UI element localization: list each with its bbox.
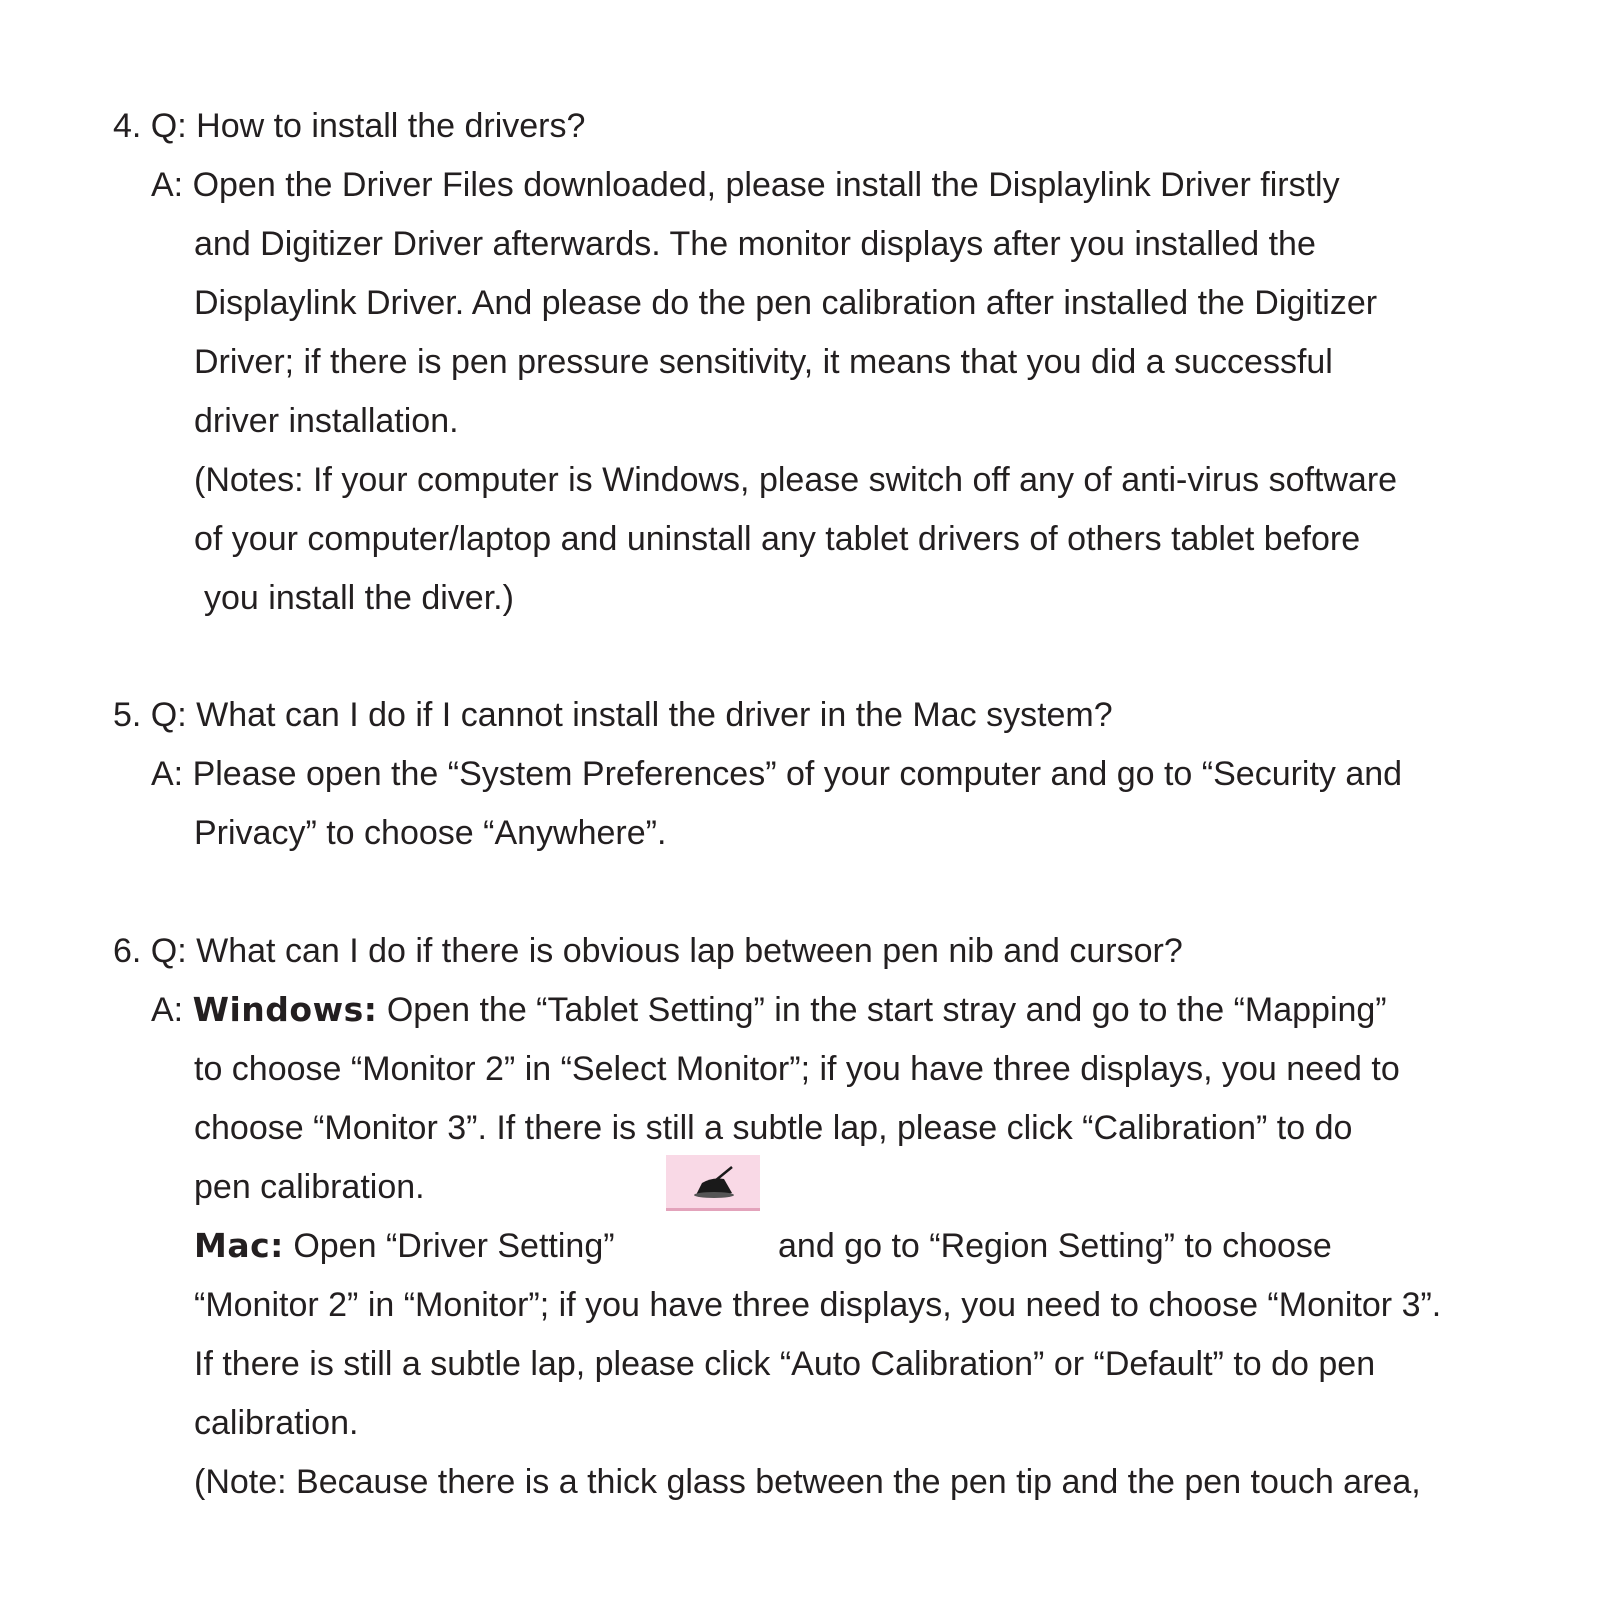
- answer-4-line-5: driver installation.: [194, 402, 459, 440]
- answer-4-note-line-2: of your computer/laptop and uninstall any tablet drivers of others tablet before: [194, 520, 1361, 558]
- answer-prefix: A:: [151, 991, 193, 1029]
- answer-6-mac-line-3: If there is still a subtle lap, please click “Auto Calibration” or “Default” to do pen: [194, 1345, 1376, 1383]
- answer-6-windows-line-1: [151, 990, 1387, 1030]
- answer-6-note-line-1: (Note: Because there is a thick glass between the pen tip and the pen touch area,: [194, 1463, 1421, 1501]
- question-5: 5. Q: What can I do if I cannot install the driver in the Mac system?: [113, 696, 1113, 734]
- mac-text-1b: and go to “Region Setting” to choose: [778, 1227, 1332, 1265]
- mac-label: Mac:: [194, 1226, 284, 1265]
- tablet-driver-icon: [666, 1155, 760, 1211]
- answer-4-note-line-3: you install the diver.): [204, 579, 514, 617]
- pen-tablet-icon: [666, 1155, 760, 1208]
- question-4: 4. Q: How to install the drivers?: [113, 107, 586, 145]
- answer-4-line-3: Displaylink Driver. And please do the pen calibration after installed the Digitizer: [194, 284, 1378, 322]
- answer-6-mac-line-2: “Monitor 2” in “Monitor”; if you have three displays, you need to choose “Monitor 3”.: [194, 1286, 1442, 1324]
- answer-6-windows-line-4: pen calibration.: [194, 1168, 425, 1206]
- answer-5-line-2: Privacy” to choose “Anywhere”.: [194, 814, 667, 852]
- answer-4-note-line-1: (Notes: If your computer is Windows, please switch off any of anti-virus software: [194, 461, 1398, 499]
- answer-5-line-1: A: Please open the “System Preferences” of your computer and go to “Security and: [151, 755, 1403, 793]
- question-6: 6. Q: What can I do if there is obvious lap between pen nib and cursor?: [113, 932, 1183, 970]
- answer-6-windows-line-3: choose “Monitor 3”. If there is still a subtle lap, please click “Calibration” to do: [194, 1109, 1353, 1147]
- answer-6-mac-line-1: [194, 1226, 615, 1266]
- windows-label: Windows:: [192, 990, 378, 1029]
- windows-text-1: Open the “Tablet Setting” in the start stray and go to the “Mapping”: [377, 991, 1387, 1029]
- answer-6-mac-line-4: calibration.: [194, 1404, 359, 1442]
- mac-text-1a: Open “Driver Setting”: [283, 1227, 615, 1265]
- answer-4-line-2: and Digitizer Driver afterwards. The monitor displays after you installed the: [194, 225, 1316, 263]
- answer-4-line-1: A: Open the Driver Files downloaded, please install the Displaylink Driver firstly: [151, 166, 1340, 204]
- answer-6-windows-line-2: to choose “Monitor 2” in “Select Monitor”; if you have three displays, you need to: [194, 1050, 1400, 1088]
- answer-4-line-4: Driver; if there is pen pressure sensitivity, it means that you did a successful: [194, 343, 1333, 381]
